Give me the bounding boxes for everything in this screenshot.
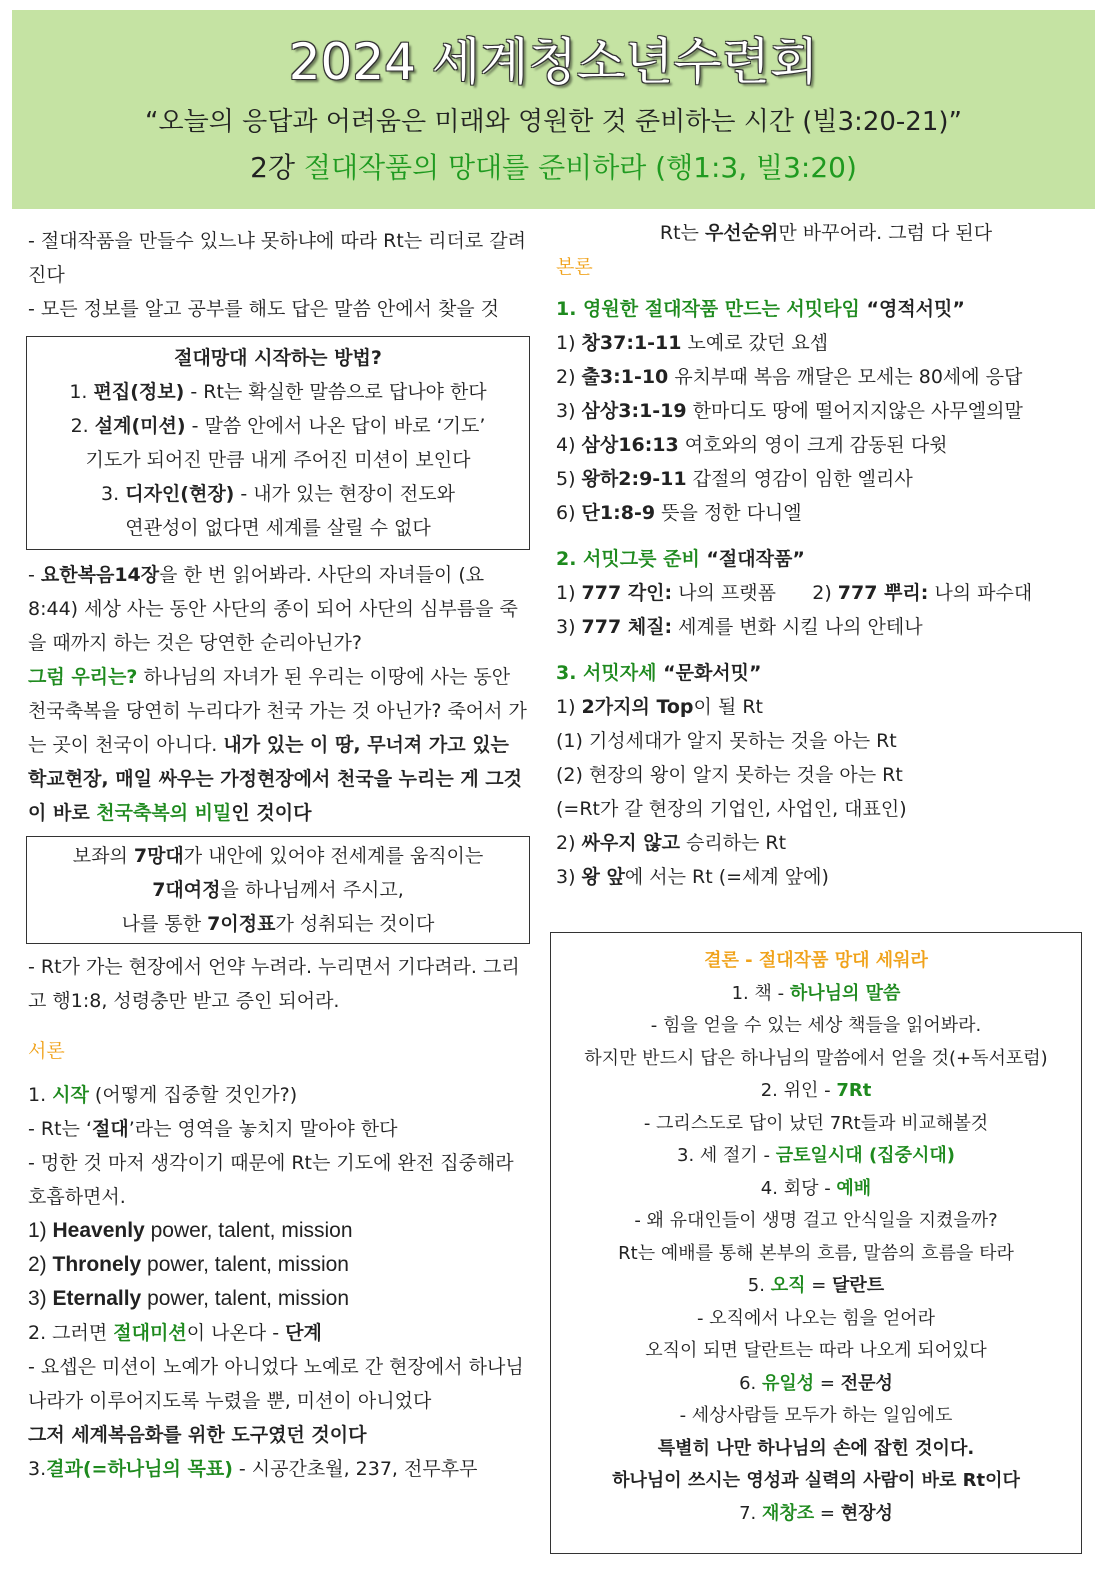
main-3-line-5: [556, 826, 1096, 860]
text-green: 1. 영원한 절대작품 만드는 서밋타임: [556, 298, 860, 320]
english-line-2: [28, 1248, 528, 1282]
text: 승리하는 Rt: [679, 832, 787, 854]
item-number: 3): [556, 616, 582, 638]
item-number: 3): [556, 400, 582, 422]
item-number: 1): [556, 696, 582, 718]
text: 을 한 번 읽어봐라. 사단의 자녀들이 (요8:44) 세상 사는 동안 사단의 종이 되어 사단의 심부름을 죽을 때까지 하는 것은 당연한 순리아닌가?: [28, 564, 518, 654]
lecture-name: 절대작품의 망대를 준비하라 (행1:3, 빌3:20): [303, 151, 857, 184]
text: power, talent, mission: [141, 1287, 349, 1310]
item-number: 2): [556, 832, 582, 854]
section-2-line-2: 그저 세계복음화를 위한 도구였던 것이다: [28, 1424, 367, 1446]
text: - Rt는 ‘: [28, 1118, 92, 1140]
text-bold: 전문성: [840, 1372, 893, 1394]
text-green: 금토일시대 (집중시대): [775, 1145, 955, 1166]
conclusion-5: [551, 1270, 1081, 1303]
item-number: 2): [28, 1253, 53, 1276]
header-banner: [12, 10, 1095, 209]
lecture-title: [12, 148, 1095, 188]
text-bold: Thronely: [52, 1253, 142, 1276]
text: power, talent, mission: [141, 1253, 349, 1276]
item-text: - 내가 있는 현장이 전도와: [234, 483, 455, 505]
intro-line-2: - 모든 정보를 알고 공부를 해도 답은 말씀 안에서 찾을 것: [28, 298, 500, 320]
conclusion-1-line-2: 하지만 반드시 답은 하나님의 말씀에서 얻을 것(+독서포럼): [584, 1047, 1048, 1069]
text-green: 예배: [836, 1177, 872, 1199]
text: 나를 통한: [121, 913, 208, 935]
text: 7.: [739, 1502, 763, 1524]
text: 만 바꾸어라. 그럼 다 된다: [778, 222, 993, 244]
text: 한마디도 땅에 떨어지지않은 사무엘의말: [686, 400, 1023, 422]
text: =: [814, 1502, 841, 1524]
text: 에 서는 Rt (=세계 앞에): [624, 866, 829, 888]
item-number: 2.: [70, 415, 89, 437]
conclusion-5-line-2: 오직이 되면 달란트는 따라 나오게 되어있다: [645, 1340, 987, 1361]
text: 유치부때 복음 깨달은 모세는 80세에 응답: [668, 366, 1023, 388]
text: Rt는: [659, 222, 705, 244]
text-green: 절대미션: [113, 1322, 187, 1344]
text-bold: 7대여정: [152, 879, 221, 901]
method-item-3: [33, 477, 523, 511]
text-bold: 삼상3:1-19: [581, 400, 687, 422]
page-title: 2024 세계청소년수련회: [288, 33, 819, 91]
lecture-number: 2강: [250, 151, 295, 184]
text-bold: 단1:8-9: [581, 502, 656, 524]
conclusion-4: [551, 1173, 1081, 1206]
item-number: 1.: [28, 1084, 53, 1106]
text-green: 결과(=하나님의 목표): [46, 1458, 233, 1480]
main-3-line-6: [556, 860, 1096, 894]
conclusion-heading: 결론 - 절대작품 망대 세워라: [704, 950, 928, 971]
conclusion-6: [551, 1368, 1081, 1401]
main-2-heading: [556, 542, 1096, 576]
text: power, talent, mission: [144, 1219, 353, 1242]
main-1-item: [556, 394, 1096, 428]
item-number: 2): [812, 582, 838, 604]
text-bold: 777 뿌리:: [837, 582, 929, 604]
text-bold: 7망대: [133, 845, 184, 867]
text: 보좌의: [72, 845, 134, 867]
text: (어떻게 집중할 것인가?): [88, 1084, 298, 1106]
item-number: 4): [556, 434, 582, 456]
main-2-items-row: [556, 576, 1096, 610]
text-bold: 2가지의 Top: [581, 696, 694, 718]
text: =: [814, 1372, 841, 1394]
item-key: 설계(미션): [94, 415, 186, 437]
covenant-paragraph: - Rt가 가는 현장에서 언약 누려라. 누리면서 기다려라. 그리고 행1:8, 성령충만 받고 증인 되어라.: [28, 956, 520, 1012]
section-2-line-1: - 요셉은 미션이 노예가 아니었다 노예로 간 현장에서 하나님 나라가 이루어지도록 누렸을 뿐, 미션이 아니었다: [28, 1356, 524, 1412]
conclusion-3: [551, 1140, 1081, 1173]
text-bold: 777 각인:: [581, 582, 673, 604]
section-1-title: [28, 1078, 528, 1112]
section-3-title: [28, 1452, 528, 1486]
text-bold: 왕하2:9-11: [581, 468, 687, 490]
item-number: 3): [556, 866, 582, 888]
text: 하나님의 자녀가 된 우리는 이땅에 사는 동안 천국축복을 당연히 누리다가 천국 가는 것 아닌가? 죽어서 가는 곳이 천국이 아니다.: [28, 666, 527, 756]
text-green: 재창조: [762, 1502, 815, 1524]
text-bold: 왕 앞: [581, 866, 625, 888]
text-bold: 7이정표: [207, 913, 276, 935]
conclusion-4-line-1: - 왜 유대인들이 생명 걸고 안식일을 지켰을까?: [634, 1210, 998, 1231]
main-1-list: [556, 326, 1096, 530]
text: 갑절의 영감이 임한 엘리사: [686, 468, 913, 490]
main-3-line-3: (2) 현장의 왕이 알지 못하는 것을 아는 Rt: [556, 764, 903, 786]
subtitle: “오늘의 응답과 어려움은 미래와 영원한 것 준비하는 시간 (빌3:20-21)”: [145, 107, 962, 137]
method-item-1: [33, 375, 523, 409]
section-2-title: [28, 1316, 528, 1350]
item-number: 3.: [101, 483, 120, 505]
text: =: [805, 1275, 833, 1296]
main-1-item: [556, 428, 1096, 462]
text: 6.: [739, 1372, 763, 1394]
text-green: 시작: [52, 1084, 89, 1106]
text-bold: “영적서밋”: [859, 298, 965, 320]
text-bold: 우선순위: [704, 222, 779, 244]
item-key: 편집(정보): [93, 381, 185, 403]
conclusion-2-line-1: - 그리스도로 답이 났던 7Rt들과 비교해볼것: [643, 1112, 989, 1134]
text-bold: 절대: [91, 1118, 129, 1140]
text-bold: 내가 있는 이 땅, 무너져 가고 있는 학교현장, 매일 싸우는 가정현장에서 천국을 누리는 게 그것이 바로: [28, 734, 523, 824]
section-1-line-1: [28, 1112, 528, 1146]
text-bold: “절대작품”: [699, 548, 805, 570]
john14-paragraph: [28, 558, 528, 830]
conclusion-6-line-1: - 세상사람들 모두가 하는 일임에도: [679, 1405, 953, 1426]
item-number: 3.: [28, 1458, 47, 1480]
text: 3. 세 절기 -: [677, 1145, 776, 1166]
main-2-item-3: [556, 610, 1096, 644]
item-number: 3): [28, 1287, 53, 1310]
text-bold: 출3:1-10: [581, 366, 669, 388]
conclusion-6-line-3: 하나님이 쓰시는 영성과 실력의 사람이 바로 Rt이다: [612, 1470, 1020, 1491]
text-bold: “문화서밋”: [656, 662, 762, 684]
method-item-3-line-2: 연관성이 없다면 세계를 살릴 수 없다: [125, 517, 431, 539]
item-text: - 말씀 안에서 나온 답이 바로 ‘기도’: [185, 415, 486, 437]
text-bold: 싸우지 않고: [581, 832, 680, 854]
item-number: 6): [556, 502, 582, 524]
body-heading: 본론: [556, 256, 593, 278]
item-number: 1): [28, 1219, 53, 1242]
text: 1. 책 -: [731, 982, 790, 1004]
english-line-3: [28, 1282, 528, 1316]
text: 이 될 Rt: [693, 696, 763, 718]
main-3-line-4: (=Rt가 갈 현장의 기업인, 사업인, 대표인): [556, 798, 907, 820]
throne-line-2: [33, 873, 523, 907]
item-key: 디자인(현장): [125, 483, 235, 505]
text: 뜻을 정한 다니엘: [655, 502, 802, 524]
conclusion-box: [550, 932, 1082, 1554]
item-number: 1): [556, 332, 582, 354]
conclusion-2: [551, 1075, 1081, 1108]
text: 2. 그러면: [28, 1322, 114, 1344]
text-green: 천국축복의 비밀: [96, 802, 232, 824]
text-green: 그럼 우리는?: [28, 666, 138, 688]
throne-line-3: [33, 907, 523, 941]
method-item-2: [33, 409, 523, 443]
text-bold: 달란트: [832, 1275, 885, 1296]
conclusion-4-line-2: Rt는 예배를 통해 본부의 흐름, 말씀의 흐름을 타라: [618, 1242, 1014, 1264]
text-green: 3. 서밋자세: [556, 662, 657, 684]
main-3-heading: [556, 656, 1096, 690]
text-bold: Eternally: [52, 1287, 142, 1310]
intro-line-1: - 절대작품을 만들수 있느냐 못하냐에 따라 Rt는 리더로 갈려진다: [28, 230, 526, 286]
right-column: [556, 216, 1096, 894]
text: 노예로 갔던 요셉: [681, 332, 829, 354]
text-bold: 인 것이다: [231, 802, 312, 824]
english-line-1: [28, 1214, 528, 1248]
item-number: 2): [556, 366, 582, 388]
text: 가 내안에 있어야 전세계를 움직이는: [183, 845, 484, 867]
conclusion-1-line-1: - 힘을 얻을 수 있는 세상 책들을 읽어봐라.: [650, 1015, 982, 1036]
item-text: - Rt는 확실한 말씀으로 답나야 한다: [184, 381, 487, 403]
text: 세계를 변화 시킬 나의 안테나: [672, 616, 923, 638]
text: 가 성취되는 것이다: [275, 913, 435, 935]
text: 5.: [747, 1275, 771, 1296]
text: 여호와의 영이 크게 감동된 다윗: [678, 434, 948, 456]
text-green: 하나님의 말씀: [789, 982, 901, 1004]
text: - 시공간초월, 237, 전무후무: [232, 1458, 478, 1480]
intro-heading: 서론: [28, 1040, 65, 1062]
conclusion-1: [551, 978, 1081, 1011]
main-3-line-2: (1) 기성세대가 알지 못하는 것을 아는 Rt: [556, 730, 897, 752]
main-1-item: [556, 326, 1096, 360]
text-green: 오직: [770, 1275, 806, 1296]
conclusion-5-line-1: - 오직에서 나오는 힘을 얻어라: [696, 1307, 936, 1329]
text: 이 나온다 -: [186, 1322, 286, 1344]
text-green: 유일성: [762, 1372, 815, 1394]
item-number: 1.: [69, 381, 88, 403]
method-box: [26, 336, 530, 550]
text-bold: 요한복음14장: [40, 564, 160, 586]
throne-line-1: [33, 839, 523, 873]
text-green: 7Rt: [836, 1080, 872, 1101]
main-1-heading: [556, 292, 1096, 326]
method-box-title: 절대망대 시작하는 방법?: [174, 347, 382, 369]
text: 2. 위인 -: [760, 1080, 837, 1101]
main-1-item: [556, 360, 1096, 394]
text: -: [28, 564, 41, 586]
text-bold: 현장성: [840, 1502, 893, 1524]
text: ’라는 영역을 놓치지 말아야 한다: [128, 1118, 398, 1140]
item-number: 1): [556, 582, 582, 604]
text: 을 하나님께서 주시고,: [220, 879, 404, 901]
text: 나의 프랫폼: [672, 582, 776, 604]
text-bold: 삼상16:13: [581, 434, 679, 456]
text-green: 2. 서밋그릇 준비: [556, 548, 700, 570]
section-1-line-2: - 멍한 것 마저 생각이기 때문에 Rt는 기도에 완전 집중해라 호흡하면서.: [28, 1152, 514, 1208]
left-column: [28, 224, 528, 1486]
text-bold: 단계: [285, 1322, 322, 1344]
throne-box: [26, 836, 530, 944]
conclusion-6-line-2: 특별히 나만 하나님의 손에 잡힌 것이다.: [657, 1437, 975, 1459]
text-bold: 창37:1-11: [581, 332, 682, 354]
main-1-item: [556, 462, 1096, 496]
main-3-line-1: [556, 690, 1096, 724]
text-bold: 777 체질:: [581, 616, 673, 638]
conclusion-7: [551, 1498, 1081, 1531]
item-number: 5): [556, 468, 582, 490]
main-1-item: [556, 496, 1096, 530]
text: 나의 파수대: [928, 582, 1033, 604]
priority-line: [556, 216, 1096, 250]
text-bold: Heavenly: [52, 1219, 145, 1242]
method-item-2-line-2: 기도가 되어진 만큼 내게 주어진 미션이 보인다: [85, 449, 471, 471]
text: 4. 회당 -: [760, 1177, 837, 1199]
